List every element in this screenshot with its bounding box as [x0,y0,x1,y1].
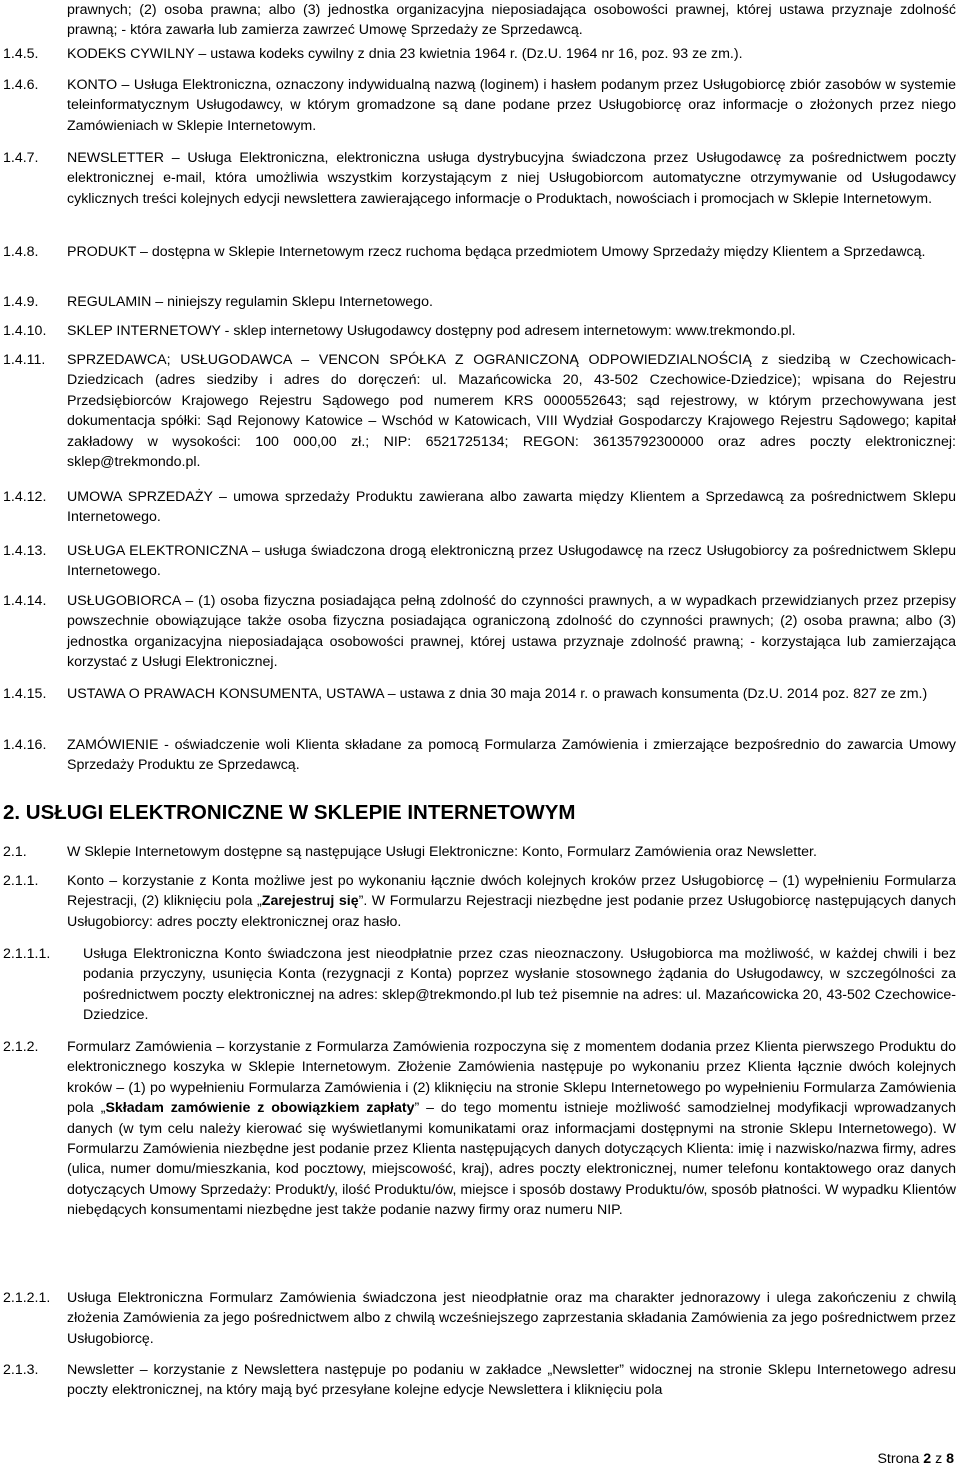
clause-text-part: ”. W Formularzu Rejestracji niezbędne jest podanie przez Usługobiorcę następujących danych Usługobiorcy: adres poczty elektronicznej oraz hasło. [67,893,956,930]
def-number: 1.4.15. [3,686,47,702]
def-number: 1.4.11. [3,352,46,368]
def-text: REGULAMIN – niniejszy regulamin Sklepu Internetowego. [67,294,433,310]
clause-text [67,1037,956,1221]
def-text: USŁUGA ELEKTRONICZNA – usługa świadczona drogą elektroniczną przez Usługodawcę na rzecz Usługobiorcy za pośrednictwem Sklepu Internetowego. [67,543,956,580]
clause-text: Usługa Elektroniczna Konto świadczona jest nieodpłatnie przez czas nieoznaczony. Usługobiorca ma możliwość, w każdej chwili i bez podania przyczyny, usunięcia Konta (rezygnacji z Konta) poprzez wysłanie stosownego żądania do Usługodawcy, w szczególności za pośrednictwem poczty elektronicznej na adres: sklep@trekmondo.pl lub też pisemnie na adres: ul. Mazańcowicka 20, 43-502 Czechowice-Dziedzice. [83,946,956,1024]
def-number: 1.4.12. [3,489,47,505]
clause-text-part: Konto – korzystanie z Konta możliwe jest po wykonaniu łącznie dwóch kolejnych kroków przez Usługobiorcę – (1) wypełnieniu Formularza Rejestracji, (2) kliknięciu pola „ [67,873,956,910]
footer-page-number: 2 [923,1451,932,1467]
clause-number: 2.1.2. [3,1039,39,1055]
def-text: KODEKS CYWILNY – ustawa kodeks cywilny z dnia 23 kwietnia 1964 r. (Dz.U. 1964 nr 16, poz. 93 ze zm.). [67,46,743,62]
clause-text: Usługa Elektroniczna Formularz Zamówienia świadczona jest nieodpłatnie oraz ma charakter jednorazowy i ulega zakończeniu z chwilą złożenia Zamówienia za jego pośrednictwem albo z chwilą wcześniejszego zaprzestania składania Zamówienia za jego pośrednictwem przez Usługobiorcę. [67,1290,956,1347]
def-text: PRODUKT – dostępna w Sklepie Internetowym rzecz ruchoma będąca przedmiotem Umowy Sprzedaży między Klientem a Sprzedawcą. [67,244,926,260]
footer-total-pages: 8 [946,1451,954,1467]
clause-text-part: ” – do tego momentu istnieje możliwość samodzielnej modyfikacji wprowadzanych danych (w tym celu należy kierować się wyświetlanymi komunikatami oraz informacjami dostępnymi na stronie Sklepu Internetowego). W Formularzu Zamówienia niezbędne jest podanie przez Klienta następujących danych dotyczących Klienta: imię i nazwisko/nazwa firmy, adres (ulica, numer domu/mieszkania, kod pocztowy, miejscowość, kraj), adres poczty elektronicznej, numer telefonu kontaktowego oraz danych dotyczących Umowy Sprzedaży: Produkt/y, ilość Produktu/ów, miejsce i sposób dostawy Produktu/ów, sposób płatności. W wypadku Klientów niebędących konsumentami niezbędne jest także podanie nazwy firmy oraz numeru NIP. [67,1100,957,1219]
def-number: 1.4.10. [3,323,47,339]
def-text: ZAMÓWIENIE - oświadczenie woli Klienta składane za pomocą Formularza Zamówienia i zmierzające bezpośrednio do zawarcia Umowy Sprzedaży Produktu ze Sprzedawcą. [67,737,956,774]
section-heading: 2. USŁUGI ELEKTRONICZNE W SKLEPIE INTERNETOWYM [3,801,576,824]
clause-text [67,871,956,932]
def-number: 1.4.16. [3,737,47,753]
def-text: USTAWA O PRAWACH KONSUMENTA, USTAWA – ustawa z dnia 30 maja 2014 r. o prawach konsumenta (Dz.U. 2014 poz. 827 ze zm.) [67,686,928,702]
def-text: NEWSLETTER – Usługa Elektroniczna, elektroniczna usługa dystrybucyjna świadczona przez Usługodawcę za pośrednictwem poczty elektronicznej e-mail, która umożliwia wszystkim korzystającym z niej Usługobiorcom automatyczne otrzymywanie od Usługodawcy cyklicznych treści kolejnych edycji newslettera zawierającego informacje o Produktach, nowościach i promocjach w Sklepie Internetowym. [67,150,956,207]
def-text: SPRZEDAWCA; USŁUGODAWCA – VENCON SPÓŁKA Z OGRANICZONĄ ODPOWIEDZIALNOŚCIĄ z siedzibą w Czechowicach-Dziedzicach (adres siedziby i adres do doręczeń: ul. Mazańcowicka 20, 43-502 Czechowice-Dziedzice); wpisana do Rejestru Przedsiębiorców Krajowego Rejestru Sądowego pod numerem KRS 0000552643; sąd rejestrowy, w którym przechowywana jest dokumentacja spółki: Sąd Rejonowy Katowice – Wschód w Katowicach, VIII Wydział Gospodarczy Krajowego Rejestru Sądowego; kapitał zakładowy w wysokości: 100 000,00 zł.; NIP: 6521725134; REGON: 36135792300000 oraz adres poczty elektronicznej: sklep@trekmondo.pl. [67,352,956,471]
def-number: 1.4.8. [3,244,39,260]
def-number: 1.4.14. [3,593,47,609]
clause-number: 2.1.1.1. [3,946,51,962]
clause-number: 2.1.1. [3,873,39,889]
def-number: 1.4.13. [3,543,47,559]
def-text: UMOWA SPRZEDAŻY – umowa sprzedaży Produktu zawierana albo zawarta między Klientem a Sprzedawcą za pośrednictwem Sklepu Internetowego. [67,489,956,526]
clause-text: W Sklepie Internetowym dostępne są następujące Usługi Elektroniczne: Konto, Formularz Zamówienia oraz Newsletter. [67,844,817,860]
intro-paragraph: prawnych; (2) osoba prawna; albo (3) jednostka organizacyjna nieposiadająca osobowości prawnej, której ustawa przyznaje zdolność prawną; - która zawarła lub zamierza zawrzeć Umowę Sprzedaży ze Sprzedawcą. [67,2,956,39]
clause-bold-term: Zarejestruj się [261,893,359,910]
def-number: 1.4.7. [3,150,39,166]
clause-number: 2.1.3. [3,1362,39,1378]
def-number: 1.4.9. [3,294,39,310]
clause-number: 2.1. [3,844,27,860]
def-text: SKLEP INTERNETOWY - sklep internetowy Usługodawcy dostępny pod adresem internetowym: www.trekmondo.pl. [67,323,796,339]
footer-label: Strona [877,1451,920,1467]
footer-separator: z [935,1451,943,1467]
clause-text-part: Formularz Zamówienia – korzystanie z Formularza Zamówienia rozpoczyna się z momentem dodania przez Klienta pierwszego Produktu do elektronicznego koszyka w Sklepie Internetowym. Złożenie Zamówienia następuje po wykonaniu przez Klienta łącznie dwóch kolejnych kroków – (1) po wypełnieniu Formularza Zamówienia i (2) kliknięciu na stronie Sklepu Internetowego po wypełnieniu Formularza Zamówienia pola „ [67,1039,956,1117]
def-text: USŁUGOBIORCA – (1) osoba fizyczna posiadająca pełną zdolność do czynności prawnych, a w wypadkach przewidzianych przez przepisy powszechnie obowiązujące także osoba fizyczna posiadająca ograniczoną zdolność do czynności prawnych; (2) osoba prawna; albo (3) jednostka organizacyjna nieposiadająca osobowości prawnej, której ustawa przyznaje zdolność prawną; - korzystająca lub zamierzająca korzystać z Usługi Elektronicznej. [67,593,956,671]
def-number: 1.4.5. [3,46,39,62]
def-number: 1.4.6. [3,77,39,93]
clause-text: Newsletter – korzystanie z Newslettera następuje po podaniu w zakładce „Newsletter” widocznej na stronie Sklepu Internetowego adresu poczty elektronicznej, na który mają być przesyłane kolejne edycje Newslettera i kliknięciu pola [67,1362,956,1399]
clause-number: 2.1.2.1. [3,1290,51,1306]
def-text: KONTO – Usługa Elektroniczna, oznaczony indywidualną nazwą (loginem) i hasłem podanym przez Usługobiorcę zbiór zasobów w systemie teleinformatycznym Usługodawcy, w którym gromadzone są dane podane przez Usługobiorcę oraz informacje o złożonych przez niego Zamówieniach w Sklepie Internetowym. [67,77,956,134]
page-footer [877,1451,954,1467]
clause-bold-term: Składam zamówienie z obowiązkiem zapłaty [105,1100,415,1117]
